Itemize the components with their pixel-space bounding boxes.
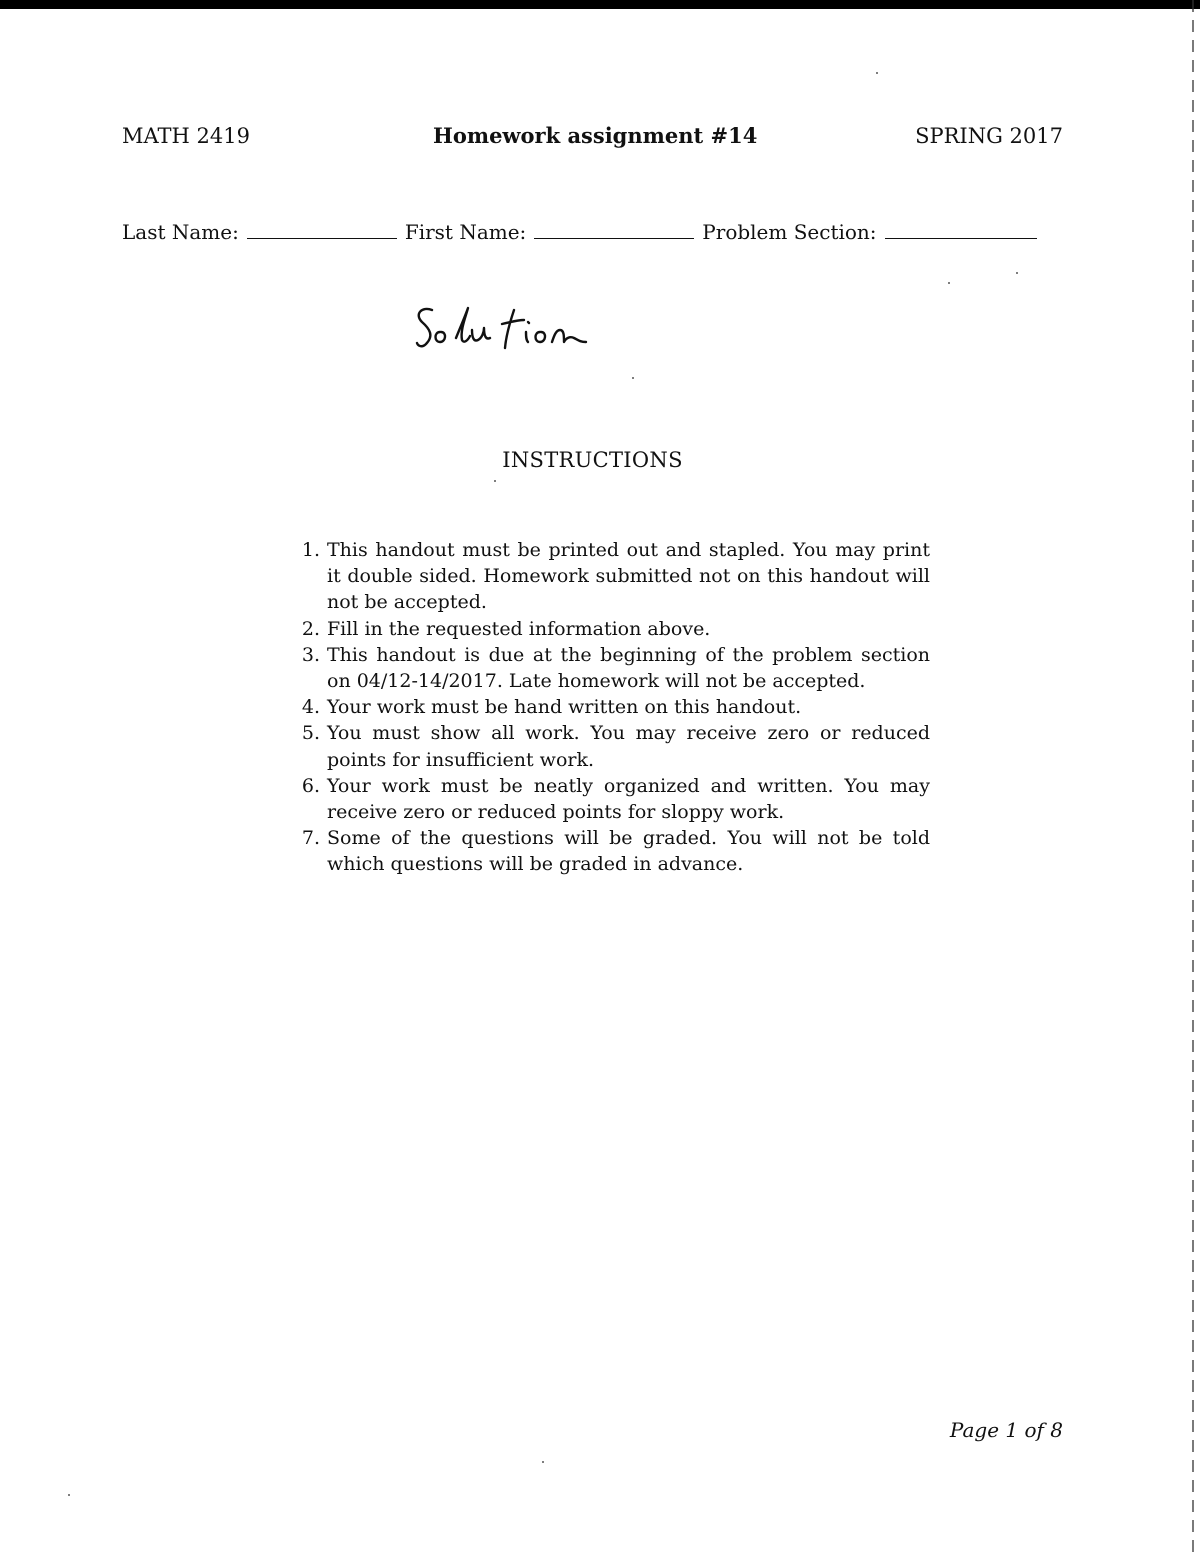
instructions-list <box>296 537 930 878</box>
assignment-title: Homework assignment #14 <box>433 123 758 148</box>
item-number: 4. <box>301 696 320 719</box>
scan-top-border <box>0 0 1200 9</box>
scan-speck <box>876 72 878 74</box>
item-number: 3. <box>301 643 320 666</box>
scan-speck <box>948 282 950 284</box>
list-item <box>296 720 930 772</box>
list-item <box>296 773 930 825</box>
item-number: 5. <box>301 722 320 745</box>
item-number: 1. <box>301 539 320 561</box>
first-name-field[interactable] <box>534 216 694 239</box>
list-item <box>296 825 930 877</box>
problem-section-label: Problem Section: <box>702 220 877 244</box>
scan-speck <box>68 1494 70 1496</box>
scan-speck <box>494 480 496 482</box>
last-name-label: Last Name: <box>122 220 239 244</box>
item-text: This handout is due at the beginning of the problem section on 04/12-14/2017. Late homework will not be accepted. <box>327 643 930 693</box>
item-number: 2. <box>301 617 320 640</box>
item-number: 7. <box>301 827 320 850</box>
term: SPRING 2017 <box>915 124 1063 148</box>
item-text: Your work must be neatly organized and written. You may receive zero or reduced points for sloppy work. <box>327 774 930 824</box>
first-name-label: First Name: <box>404 220 527 244</box>
instructions-heading: INSTRUCTIONS <box>502 448 683 472</box>
scan-speck <box>632 377 634 379</box>
problem-section-field[interactable] <box>885 216 1037 239</box>
page-number: Page 1 of 8 <box>949 1418 1063 1442</box>
item-text: You must show all work. You may receive zero or reduced points for insufficient work. <box>327 722 930 771</box>
item-number: 6. <box>301 774 320 797</box>
list-item <box>296 616 930 642</box>
list-item <box>296 694 930 720</box>
student-info-fields <box>122 216 1037 246</box>
item-text: This handout must be printed out and stapled. You may print it double sided. Homework submitted not on this handout will not be accepted. <box>327 539 930 614</box>
course-code: MATH 2419 <box>122 124 250 148</box>
item-text: Your work must be hand written on this handout. <box>327 696 802 719</box>
item-text: Some of the questions will be graded. You will not be told which questions will be graded in advance. <box>327 827 930 876</box>
scan-speck <box>1016 272 1018 274</box>
scan-speck <box>542 1461 544 1463</box>
handwritten-solution-signature <box>410 296 610 366</box>
list-item <box>296 642 930 694</box>
last-name-field[interactable] <box>247 216 397 239</box>
item-text: Fill in the requested information above. <box>327 617 711 640</box>
list-item <box>296 537 930 616</box>
scan-right-edge <box>1192 0 1194 1553</box>
